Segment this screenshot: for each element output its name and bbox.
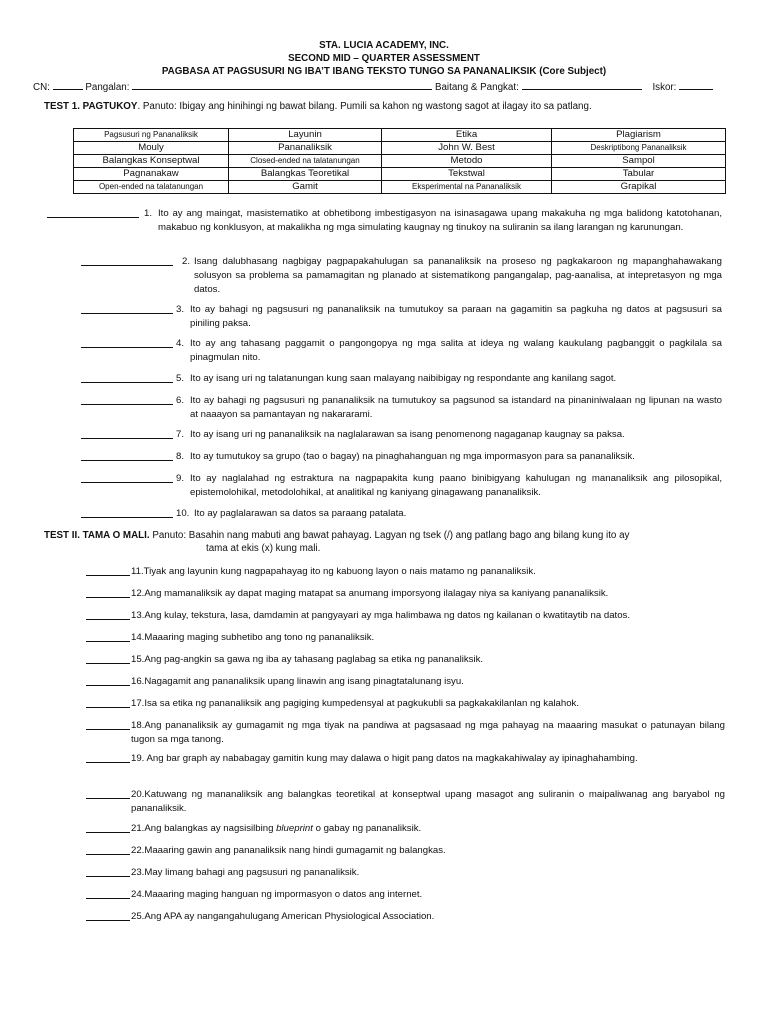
statement-text: Ang pananaliksik ay gumagamit ng mga tiyak na pandiwa at pagsasaad ng mga pahayag na maaaring masukat o patunayan bilang tugon sa mga tanong. — [131, 720, 725, 745]
word-bank-cell: Balangkas Teoretikal — [229, 168, 382, 181]
item-number: 25. — [131, 911, 145, 922]
item-text — [131, 697, 725, 711]
item-text — [131, 631, 725, 645]
item-number: 18. — [131, 720, 145, 731]
word-bank-cell: Grapikal — [552, 181, 726, 194]
word-bank-cell: Mouly — [74, 142, 229, 155]
item-text: Ito ay ang tahasang paggamit o pangongopya ng mga salita at ideya ng walang kaukulang pagbanggit o pagkilala sa pinagmulan nito. — [190, 338, 722, 363]
statement-text: May limang bahagi ang pagsusuri ng pananaliksik. — [144, 867, 360, 878]
item-text: Ito ay bahagi ng pagsusuri ng pananaliksik na tumutukoy sa paraan na gagamitin sa pagkuha ng datos at pagsusuri sa piniling paksa. — [190, 304, 722, 329]
statement-text: Tiyak ang layunin kung nagpapahayag ito ng kabuong layon o nais matamo ng pananaliksik. — [143, 566, 536, 577]
answer-blank[interactable] — [86, 609, 130, 620]
statement-text: Ang kulay, tekstura, lasa, damdamin at pangyayari ay mga halimbawa ng datos ng kailanan o kwatitaytib na datos. — [144, 610, 630, 621]
student-info-line — [33, 80, 733, 93]
answer-blank[interactable] — [86, 587, 130, 598]
answer-blank[interactable] — [81, 428, 173, 439]
word-bank-cell: John W. Best — [382, 142, 552, 155]
statement-text-end: o gabay ng pananaliksik. — [312, 823, 422, 834]
test1-heading — [44, 101, 592, 112]
word-bank-cell: Open-ended na talatanungan — [74, 181, 229, 194]
answer-blank[interactable] — [81, 450, 173, 461]
item-text: Ito ay isang uri ng talatanungan kung saan malayang naibibigay ng respondante ang kanilang sagot. — [190, 373, 617, 384]
word-bank-cell: Closed-ended na talatanungan — [229, 155, 382, 168]
word-bank-row — [74, 155, 726, 168]
word-bank-cell: Deskriptibong Pananaliksik — [552, 142, 726, 155]
word-bank-row — [74, 142, 726, 155]
statement-italic: blueprint — [276, 823, 313, 834]
item-text: Ito ay ang maingat, masistematiko at obhetibong imbestigasyon na isinasagawa upang makakuha ng mga balidong katotohanan, makabuo ng konklusyon, at makalikha ng mga simulating kaugnay ng tinukoy na suliranin sa ilang larangan ng karunungan. — [158, 208, 722, 233]
answer-blank[interactable] — [86, 653, 130, 664]
grade-section-field[interactable] — [522, 80, 642, 90]
statement-text: Ang bar graph ay nababagay gamitin kung may dalawa o higit pang datos na magkakahiwalay ay ipinaghahambing. — [144, 753, 638, 764]
word-bank-cell: Pagnanakaw — [74, 168, 229, 181]
statement-text: Ang pag-angkin sa gawa ng iba ay tahasang paglabag sa etika ng pananaliksik. — [144, 654, 484, 665]
answer-blank[interactable] — [81, 337, 173, 348]
word-bank-row — [74, 181, 726, 194]
answer-blank[interactable] — [86, 565, 130, 576]
item-number: 2. — [182, 256, 191, 267]
answer-blank[interactable] — [81, 303, 173, 314]
answer-blank[interactable] — [86, 697, 130, 708]
item-number: 5. — [176, 373, 185, 384]
item-number: 13. — [131, 610, 145, 621]
test2-instructions: Panuto: Basahin nang mabuti ang bawat pahayag. Lagyan ng tsek (/) ang patlang bago ang bilang kung ito ay — [149, 530, 630, 541]
statement-text: Maaaring gawin ang pananaliksik nang hindi gumagamit ng balangkas. — [144, 845, 446, 856]
word-bank-cell: Pagsusuri ng Pananaliksik — [74, 129, 229, 142]
item-number: 20. — [131, 789, 145, 800]
item-text — [131, 565, 725, 579]
statement-text: Maaaring maging subhetibo ang tono ng pananaliksik. — [144, 632, 375, 643]
item-number: 11. — [131, 566, 144, 577]
answer-blank[interactable] — [86, 719, 130, 730]
statement-text: Ang mamanaliksik ay dapat maging matapat sa anumang imporsyong ilalagay niya sa kaniyang pananaliksik. — [144, 588, 609, 599]
item-number: 21. — [131, 823, 145, 834]
item-text — [131, 587, 725, 601]
item-number: 9. — [176, 473, 185, 484]
item-text — [131, 788, 725, 816]
test2-instructions-cont: tama at ekis (x) kung mali. — [206, 543, 321, 554]
word-bank-cell: Metodo — [382, 155, 552, 168]
item-number: 24. — [131, 889, 145, 900]
item-text — [131, 653, 725, 667]
item-number: 15. — [131, 654, 145, 665]
item-number: 17. — [131, 698, 145, 709]
statement-text: Katuwang ng mananaliksik ang balangkas teoretikal at konseptwal upang masagot ang suliranin o maipaliwanag ang baryabol ng pananaliksik. — [131, 789, 725, 814]
item-text — [131, 752, 725, 766]
statement-text: Isa sa etika ng pananaliksik ang pagiging kumpedensyal at pagkukubli sa pagkakakilanlan ng kalahok. — [144, 698, 580, 709]
statement-text: Maaaring maging hanguan ng impormasyon o datos ang internet. — [144, 889, 423, 900]
answer-blank[interactable] — [81, 372, 173, 383]
word-bank-cell: Sampol — [552, 155, 726, 168]
item-number: 14. — [131, 632, 145, 643]
school-name: STA. LUCIA ACADEMY, INC. — [319, 40, 449, 51]
subject-title: PAGBASA AT PAGSUSURI NG IBA’T IBANG TEKSTO TUNGO SA PANANALIKSIK (Core Subject) — [161, 66, 607, 77]
item-text — [131, 822, 725, 836]
item-text — [131, 675, 725, 689]
cn-field[interactable] — [53, 80, 83, 90]
item-text: Ito ay isang uri ng pananaliksik na naglalarawan sa isang penomenong nagaganap kaugnay sa paksa. — [190, 429, 625, 440]
answer-blank[interactable] — [86, 888, 130, 899]
name-label: Pangalan: — [85, 82, 130, 93]
answer-blank[interactable] — [86, 844, 130, 855]
word-bank-cell: Plagiarism — [552, 129, 726, 142]
item-number: 16. — [131, 676, 145, 687]
item-number: 4. — [176, 338, 185, 349]
item-text — [131, 888, 725, 902]
test1-title: TEST 1. PAGTUKOY — [44, 101, 138, 112]
word-bank-cell: Tabular — [552, 168, 726, 181]
answer-blank[interactable] — [81, 255, 173, 266]
word-bank-table — [73, 128, 726, 194]
item-text: Ito ay paglalarawan sa datos sa paraang patalata. — [194, 508, 407, 519]
statement-text: Nagagamit ang pananaliksik upang linawin ang isang pinagtatalunang isyu. — [144, 676, 464, 687]
grade-section-label: Baitang & Pangkat: — [434, 82, 519, 93]
item-text — [131, 866, 725, 880]
word-bank-cell: Layunin — [229, 129, 382, 142]
answer-blank[interactable] — [86, 822, 130, 833]
word-bank-row — [74, 129, 726, 142]
exam-title: SECOND MID – QUARTER ASSESSMENT — [288, 53, 480, 64]
word-bank-row — [74, 168, 726, 181]
statement-text: Ang APA ay nangangahulugang American Physiological Association. — [144, 911, 435, 922]
item-number: 7. — [176, 429, 185, 440]
item-number: 23. — [131, 867, 145, 878]
answer-blank[interactable] — [86, 788, 130, 799]
item-text — [131, 844, 725, 858]
item-number: 19. — [131, 753, 145, 764]
test2-title: TEST II. TAMA O MALI. — [44, 530, 150, 541]
word-bank-cell: Eksperimental na Pananaliksik — [382, 181, 552, 194]
item-text — [131, 719, 725, 747]
answer-blank[interactable] — [86, 910, 130, 921]
word-bank-cell: Etika — [382, 129, 552, 142]
item-text: Isang dalubhasang nagbigay pagpapakahulugan sa pananaliksik na proseso ng pagkakaroon ng mapanghahawakang solusyon sa problema sa pamamagitan ng planado at sistematikong pangangalap, pag-aanalisa, at intepretasyon ng mga datos. — [194, 256, 722, 295]
word-bank-cell: Gamit — [229, 181, 382, 194]
item-number: 10. — [176, 508, 190, 519]
answer-blank[interactable] — [86, 675, 130, 686]
score-label: Iskor: — [652, 82, 677, 93]
name-field[interactable] — [132, 80, 432, 90]
item-text: Ito ay naglalahad ng estraktura na nagpapakita kung paano binibigyang kahulugan ng mananaliksik ang pilosopikal, epistemolohikal, metodolohikal, at analitikal ng kaniyang ginagawang pananaliksik. — [190, 473, 722, 498]
answer-blank[interactable] — [86, 631, 130, 642]
word-bank-cell: Balangkas Konseptwal — [74, 155, 229, 168]
answer-blank[interactable] — [81, 394, 173, 405]
answer-blank[interactable] — [86, 866, 130, 877]
item-number: 12. — [131, 588, 145, 599]
cn-label: CN: — [33, 82, 50, 93]
item-number: 22. — [131, 845, 145, 856]
word-bank-cell: Tekstwal — [382, 168, 552, 181]
answer-blank[interactable] — [86, 752, 130, 763]
item-text: Ito ay tumutukoy sa grupo (tao o bagay) na pinaghahanguan ng mga impormasyon para sa pananaliksik. — [190, 451, 635, 462]
item-text — [131, 609, 725, 623]
item-text — [131, 910, 725, 924]
answer-blank[interactable] — [81, 472, 173, 483]
test1-instructions: . Panuto: Ibigay ang hinihingi ng bawat bilang. Pumili sa kahon ng wastong sagot at ilagay ito sa patlang. — [137, 101, 592, 112]
answer-blank[interactable] — [81, 507, 173, 518]
item-text: Ito ay bahagi ng pagsusuri ng pananaliksik na tumutukoy sa pagsunod sa istandard na pinaniniwalaan ng lipunan na wasto at naaayon sa pamantayan ng nakararami. — [190, 395, 722, 420]
test2-heading — [44, 530, 629, 541]
item-number: 1. — [144, 208, 153, 219]
item-number: 6. — [176, 395, 185, 406]
item-number: 8. — [176, 451, 185, 462]
answer-blank[interactable] — [47, 207, 139, 218]
statement-text: Ang balangkas ay nagsisilbing — [144, 823, 277, 834]
score-field[interactable] — [679, 80, 713, 90]
word-bank-cell: Pananaliksik — [229, 142, 382, 155]
item-number: 3. — [176, 304, 185, 315]
